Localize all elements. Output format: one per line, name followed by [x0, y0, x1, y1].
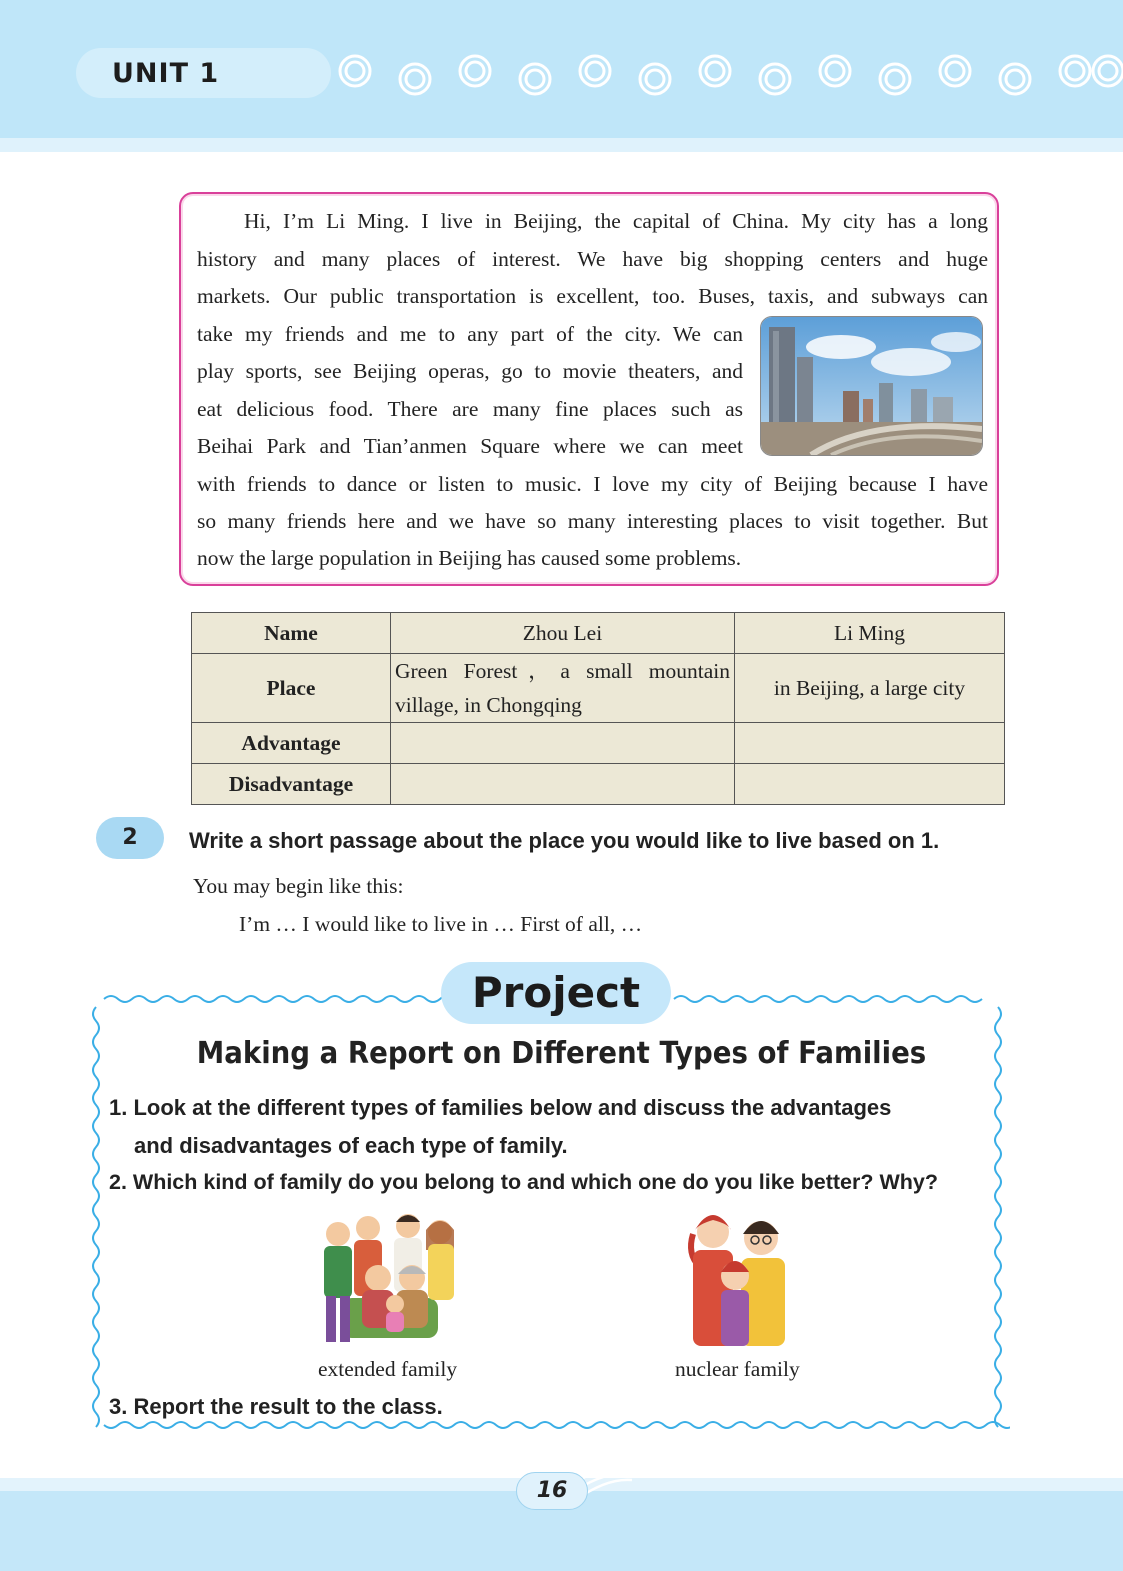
- header-disadvantage: Disadvantage: [192, 764, 391, 805]
- header-advantage: Advantage: [192, 723, 391, 764]
- caption-nuclear-family: nuclear family: [675, 1357, 800, 1381]
- passage-line: so many friends here and we have so many interesting places to visit together. But: [197, 509, 988, 533]
- passage-line: eat delicious food. There are many fine places such as: [197, 397, 743, 421]
- li-ming-name: Li Ming: [735, 613, 1005, 654]
- decorative-circles-icon: [330, 50, 1123, 105]
- header-name: Name: [192, 613, 391, 654]
- extended-family-icon: [316, 1208, 462, 1350]
- zhou-lei-place-line1: Green Forest，a small mountain: [395, 659, 730, 683]
- header-place: Place: [192, 654, 391, 723]
- li-ming-disadvantage-cell[interactable]: [735, 764, 1005, 805]
- report-title: Making a Report on Different Types of Families: [196, 1036, 927, 1071]
- task2-instruction: Write a short passage about the place you would like to live based on 1.: [189, 828, 940, 853]
- project-item-1-line-2: and disadvantages of each type of family.: [134, 1133, 568, 1158]
- passage-line: with friends to dance or listen to music. I love my city of Beijing because I have: [197, 472, 988, 496]
- li-ming-place: in Beijing, a large city: [735, 654, 1005, 723]
- table-row: [192, 613, 1005, 654]
- project-item-3: 3. Report the result to the class.: [109, 1394, 443, 1419]
- table-row: [192, 764, 1005, 805]
- passage-line: play sports, see Beijing operas, go to movie theaters, and: [197, 359, 743, 383]
- zhou-lei-name: Zhou Lei: [391, 613, 735, 654]
- table-row: [192, 654, 1005, 723]
- passage-line: Beihai Park and Tian’anmen Square where we can meet: [197, 434, 743, 458]
- zhou-lei-place-line2: village, in Chongqing: [395, 693, 582, 717]
- header-strip: [0, 138, 1123, 152]
- zhou-lei-disadvantage-cell[interactable]: [391, 764, 735, 805]
- zhou-lei-place: [391, 654, 735, 723]
- passage-line: now the large population in Beijing has caused some problems.: [197, 546, 742, 570]
- caption-extended-family: extended family: [318, 1357, 458, 1381]
- project-item-2: 2. Which kind of family do you belong to and which one do you like better? Why?: [109, 1170, 938, 1194]
- li-ming-advantage-cell[interactable]: [735, 723, 1005, 764]
- unit-label: UNIT 1: [112, 58, 220, 89]
- project-label: Project: [471, 968, 641, 1017]
- page-number: 16: [536, 1478, 568, 1503]
- task2-starter: I’m … I would like to live in … First of all, …: [239, 912, 643, 936]
- passage-line: history and many places of interest. We have big shopping centers and huge: [197, 247, 988, 271]
- passage-line: markets. Our public transportation is excellent, too. Buses, taxis, and subways can: [197, 284, 988, 308]
- task-number-badge: 2: [96, 817, 164, 859]
- project-item-1-line-1: 1. Look at the different types of families below and discuss the advantages: [109, 1095, 892, 1120]
- passage-line: Hi, I’m Li Ming. I live in Beijing, the capital of China. My city has a long: [244, 209, 988, 233]
- table-row: [192, 723, 1005, 764]
- nuclear-family-icon: [683, 1208, 805, 1350]
- zhou-lei-advantage-cell[interactable]: [391, 723, 735, 764]
- passage-line: take my friends and me to any part of the city. We can: [197, 322, 743, 346]
- beijing-city-photo: [760, 316, 983, 456]
- comparison-table: [191, 612, 1005, 805]
- task2-hint: You may begin like this:: [193, 874, 404, 898]
